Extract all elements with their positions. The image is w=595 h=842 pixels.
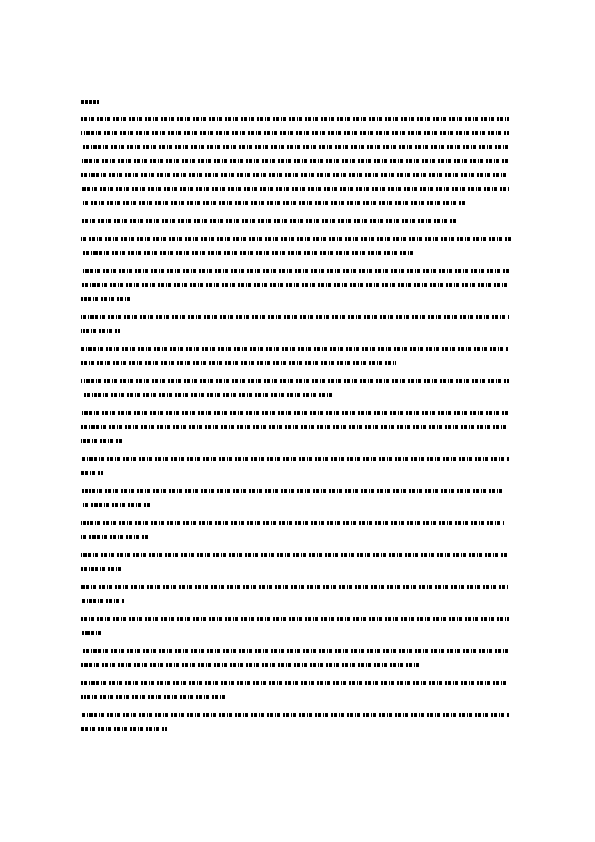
text-line <box>81 269 513 274</box>
text-line <box>81 173 513 178</box>
text-line-ink <box>81 599 124 603</box>
text-line <box>81 663 513 668</box>
text-line-ink <box>81 727 167 731</box>
text-line-ink <box>81 713 509 717</box>
text-line <box>81 439 513 444</box>
text-line-ink <box>81 457 509 461</box>
text-line <box>81 315 513 320</box>
text-line <box>81 187 513 192</box>
text-line-ink <box>81 503 150 507</box>
text-line-ink <box>81 361 396 365</box>
text-line <box>81 251 513 256</box>
text-line-ink <box>81 269 509 273</box>
text-line-ink <box>81 145 509 149</box>
text-line <box>81 329 513 334</box>
text-line <box>81 237 513 242</box>
text-line <box>81 283 513 288</box>
text-line-ink <box>81 425 509 429</box>
text-line <box>81 617 513 622</box>
text-line <box>81 535 513 540</box>
text-line-ink <box>81 411 509 415</box>
text-line <box>81 201 513 206</box>
text-line <box>81 145 513 150</box>
text-line-ink <box>81 521 504 525</box>
text-line <box>81 631 513 636</box>
text-line <box>81 503 513 508</box>
text-line <box>81 131 513 136</box>
text-line <box>81 681 513 686</box>
text-line-ink <box>81 201 465 205</box>
text-line-ink <box>81 553 509 557</box>
text-line <box>81 219 513 224</box>
text-line <box>81 457 513 462</box>
text-line <box>81 393 513 398</box>
text-line-ink <box>81 283 509 287</box>
text-line-ink <box>81 617 509 621</box>
text-line <box>81 521 513 526</box>
text-line-ink <box>81 695 228 699</box>
text-line <box>81 297 513 302</box>
text-line-ink <box>81 663 422 667</box>
text-line-ink <box>81 329 120 333</box>
body-text <box>81 117 513 745</box>
text-line <box>81 159 513 164</box>
text-line-ink <box>81 187 509 191</box>
text-line-ink <box>81 649 509 653</box>
text-line-ink <box>81 173 509 177</box>
text-line <box>81 599 513 604</box>
text-line <box>81 695 513 700</box>
text-line-ink <box>81 585 509 589</box>
text-line <box>81 361 513 366</box>
text-line-ink <box>81 219 457 223</box>
text-line <box>81 117 513 122</box>
text-line <box>81 713 513 718</box>
text-line <box>81 585 513 590</box>
text-line-ink <box>81 489 504 493</box>
text-line-ink <box>81 471 103 475</box>
text-line <box>81 471 513 476</box>
text-line <box>81 567 513 572</box>
text-line <box>81 347 513 352</box>
text-line-ink <box>81 159 509 163</box>
text-line <box>81 489 513 494</box>
text-line-ink <box>81 535 150 539</box>
text-line-ink <box>81 379 509 383</box>
text-line-ink <box>81 251 414 255</box>
text-line <box>81 425 513 430</box>
text-line-ink <box>81 315 509 319</box>
text-line-ink <box>81 237 513 241</box>
text-line-ink <box>81 131 509 135</box>
text-line <box>81 649 513 654</box>
text-line-ink <box>81 297 133 301</box>
text-line-ink <box>81 117 509 121</box>
text-line <box>81 379 513 384</box>
text-line-ink <box>81 347 509 351</box>
text-line-ink <box>81 393 332 397</box>
text-line <box>81 553 513 558</box>
text-line-ink <box>81 681 509 685</box>
text-line <box>81 411 513 416</box>
text-line <box>81 727 513 732</box>
text-line-ink <box>81 631 103 635</box>
page-heading <box>81 100 99 104</box>
text-line-ink <box>81 439 124 443</box>
text-line-ink <box>81 567 124 571</box>
